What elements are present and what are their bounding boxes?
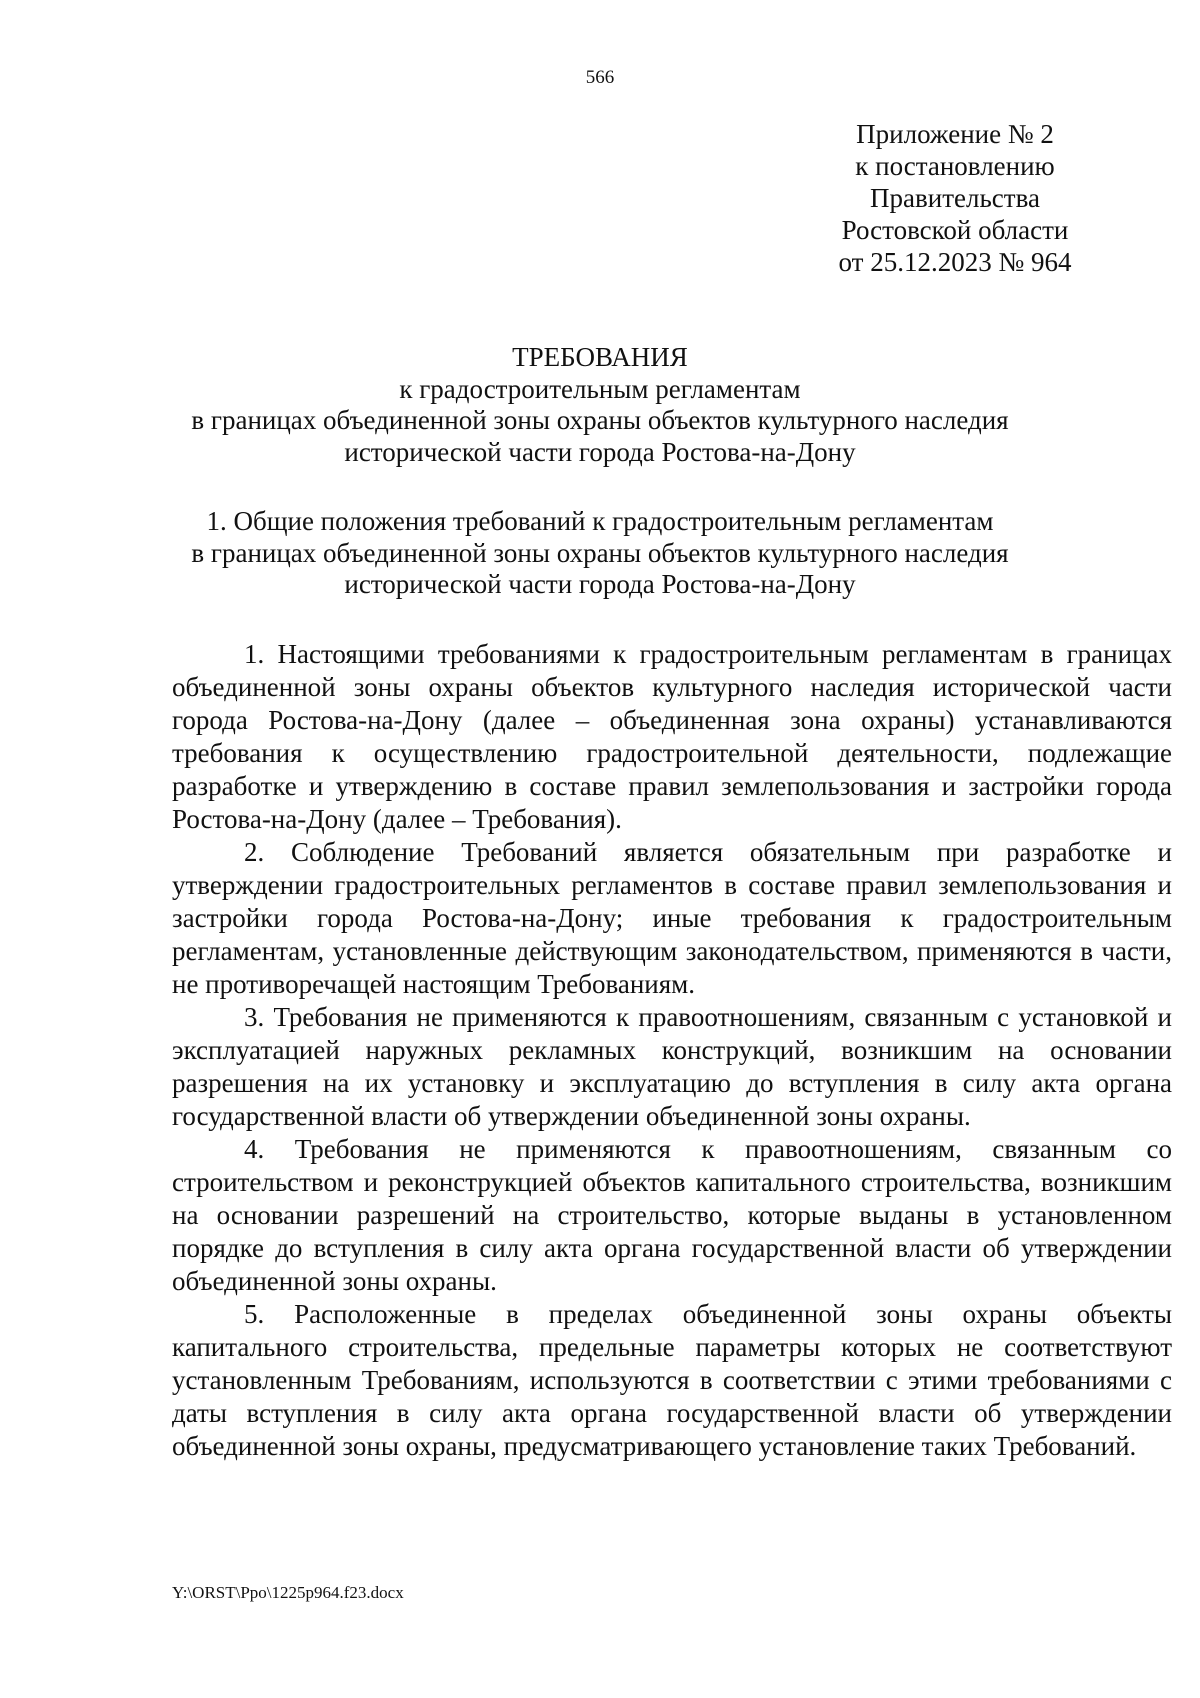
appendix-line: Приложение № 2 [856,119,1054,149]
footer-file-path: Y:\ORST\Ppo\1225p964.f23.docx [172,1583,404,1602]
paragraph: 5. Расположенные в пределах объединенной зоны охраны объекты капитального строительства, предельные параметры которых не соответствуют установленным Требованиям, используются в соответствии с этими требованиями с даты вступления в силу акта органа государственной власти об утверждении объединенной зоны охраны, предусматривающего установление таких Требований. [172,1299,1172,1461]
section-heading-line: в границах объединенной зоны охраны объектов культурного наследия [191,537,1009,568]
appendix-line: от 25.12.2023 № 964 [838,247,1072,277]
document-title [150,342,1050,468]
title-line: к градостроительным регламентам [399,373,801,404]
paragraph: 2. Соблюдение Требований является обязательным при разработке и утверждении градостроительных регламентов в составе правил землепользования и застройки города Ростова-на-Дону; иные требования к градостроительным регламентам, установленные действующим законодательством, применяются в части, не противоречащей настоящим Требованиям. [172,837,1172,999]
section-heading-line: исторической части города Ростова-на-Дону [344,569,856,599]
title-line: исторической части города Ростова-на-Дону [344,436,856,467]
appendix-line: Правительства [870,183,1040,213]
body-text [172,638,1172,1463]
appendix-block [830,118,1080,278]
paragraph: 3. Требования не применяются к правоотношениям, связанным с установкой и эксплуатацией наружных рекламных конструкций, возникшим на основании разрешения на их установку и эксплуатацию до вступления в силу акта органа государственной власти об утверждении объединенной зоны охраны. [172,1002,1172,1131]
appendix-line: Ростовской области [841,215,1069,245]
paragraph: 1. Настоящими требованиями к градостроительным регламентам в границах объединенной зоны охраны объектов культурного наследия исторической части города Ростова-на-Дону (далее – объединенная зона охраны) устанавливаются требования к осуществлению градостроительной деятельности, подлежащие разработке и утверждению в составе правил землепользования и застройки города Ростова-на-Дону (далее – Требования). [172,639,1172,834]
appendix-line: к постановлению [855,151,1055,181]
page-number: 566 [585,67,615,88]
paragraph: 4. Требования не применяются к правоотношениям, связанным со строительством и реконструкцией объектов капитального строительства, возникшим на основании разрешений на строительство, которые выданы в установленном порядке до вступления в силу акта органа государственной власти об утверждении объединенной зоны охраны. [172,1134,1172,1296]
section-heading-line: 1. Общие положения требований к градостроительным регламентам [206,506,994,536]
title-heading: ТРЕБОВАНИЯ [512,342,688,372]
section-heading [150,506,1050,601]
title-line: в границах объединенной зоны охраны объектов культурного наследия [191,405,1009,435]
